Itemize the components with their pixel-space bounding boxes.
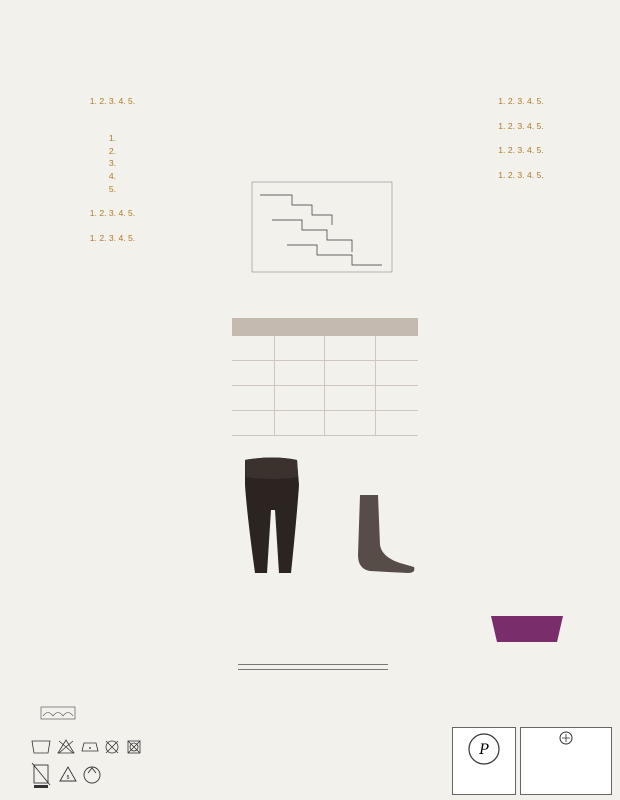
right-text-column — [428, 95, 614, 193]
num-5: 5. — [536, 96, 544, 106]
text-block-en — [10, 120, 215, 196]
recycle-bin-icon — [32, 763, 50, 788]
oeko-tex-badge — [520, 727, 612, 795]
num-1: 1. — [498, 169, 506, 180]
shapewear-legs-image — [233, 455, 313, 575]
num-4: 4. — [526, 96, 535, 106]
lycra-logo — [487, 612, 567, 652]
no-tumble-dry-icon — [128, 741, 140, 753]
no-dry-clean-icon — [106, 741, 118, 753]
num-5: 5. — [536, 120, 544, 131]
num-3: 3. — [108, 158, 117, 169]
table-cell — [376, 411, 418, 436]
num-2: 2. — [507, 120, 516, 131]
num-5: 5. — [128, 96, 136, 106]
care-symbols — [30, 737, 180, 792]
recycle-icon — [84, 767, 100, 783]
recycle-pp-icon — [60, 767, 76, 781]
no-bleach-icon — [58, 740, 74, 753]
table-cell — [274, 386, 325, 411]
text-block-ru — [10, 232, 215, 245]
header-cell — [376, 318, 418, 336]
table-cell — [325, 336, 376, 361]
num-2: 2. — [108, 145, 117, 156]
table-row — [232, 411, 418, 436]
table-cell — [232, 361, 274, 386]
header-cell — [325, 318, 376, 336]
num-5: 5. — [536, 145, 544, 156]
header-cell — [232, 318, 274, 336]
table-row — [232, 361, 418, 386]
pm-monogram-icon — [467, 732, 501, 766]
text-block-es — [10, 207, 215, 220]
yarn-icon — [40, 706, 76, 720]
lycra-badge-shape — [491, 616, 563, 642]
table-cell — [376, 361, 418, 386]
num-2: 2. — [99, 208, 107, 219]
num-3: 3. — [517, 145, 525, 156]
table-cell — [232, 386, 274, 411]
proof-of-purchase-badge — [452, 727, 516, 795]
wash-30-icon — [32, 741, 50, 753]
num-3: 3. — [108, 232, 117, 243]
svg-text:P: P — [479, 742, 489, 758]
num-4: 4. — [118, 232, 126, 243]
num-3: 3. — [108, 96, 117, 106]
num-2: 2. — [99, 96, 107, 106]
silhouette-label — [238, 664, 388, 670]
num-4: 4. — [118, 208, 126, 219]
num-1: 1. — [498, 120, 506, 131]
left-text-column — [10, 95, 215, 256]
lycra-notes — [444, 655, 604, 659]
num-1: 1. — [89, 96, 97, 106]
num-3: 3. — [517, 169, 525, 180]
table-cell — [325, 386, 376, 411]
table-cell — [376, 336, 418, 361]
text-block-it — [10, 95, 215, 108]
oeko-tex-logo-icon — [546, 731, 586, 745]
table-cell — [274, 411, 325, 436]
text-block-de — [428, 169, 614, 182]
num-1: 1. — [498, 96, 506, 106]
num-4: 4. — [526, 169, 535, 180]
num-5: 5. — [128, 208, 136, 219]
table-cell — [274, 336, 325, 361]
stocking-foot-image — [330, 495, 420, 575]
num-4: 4. — [118, 96, 126, 106]
table-cell — [325, 361, 376, 386]
num-2: 2. — [507, 169, 516, 180]
num-5: 5. — [108, 183, 117, 194]
iron-low-icon — [82, 743, 98, 751]
header-cell — [274, 318, 325, 336]
text-block-pt — [428, 144, 614, 157]
num-4: 4. — [526, 145, 535, 156]
num-1: 1. — [89, 208, 97, 219]
svg-text:5: 5 — [66, 775, 70, 781]
num-4: 4. — [108, 170, 117, 181]
num-2: 2. — [99, 232, 107, 243]
table-cell — [232, 336, 274, 361]
table-cell — [325, 411, 376, 436]
table-row — [232, 336, 418, 361]
num-2: 2. — [507, 145, 516, 156]
doppio-ricoperto-badge — [40, 706, 76, 722]
num-4: 4. — [526, 120, 535, 131]
num-1: 1. — [89, 232, 97, 243]
lycra-side-note — [598, 595, 612, 715]
num-5: 5. — [536, 169, 544, 180]
table-cell — [376, 386, 418, 411]
num-3: 3. — [517, 96, 525, 106]
num-1: 1. — [108, 133, 117, 144]
num-3: 3. — [108, 208, 117, 219]
size-table-header — [232, 318, 418, 336]
num-2: 2. — [507, 96, 516, 106]
table-cell — [274, 361, 325, 386]
num-5: 5. — [128, 232, 136, 243]
num-3: 3. — [517, 120, 525, 131]
table-cell — [232, 411, 274, 436]
num-1: 1. — [498, 145, 506, 156]
text-block-gr — [428, 120, 614, 133]
size-chart — [232, 160, 418, 285]
text-block-fr — [428, 95, 614, 108]
size-table — [232, 318, 418, 436]
table-row — [232, 386, 418, 411]
